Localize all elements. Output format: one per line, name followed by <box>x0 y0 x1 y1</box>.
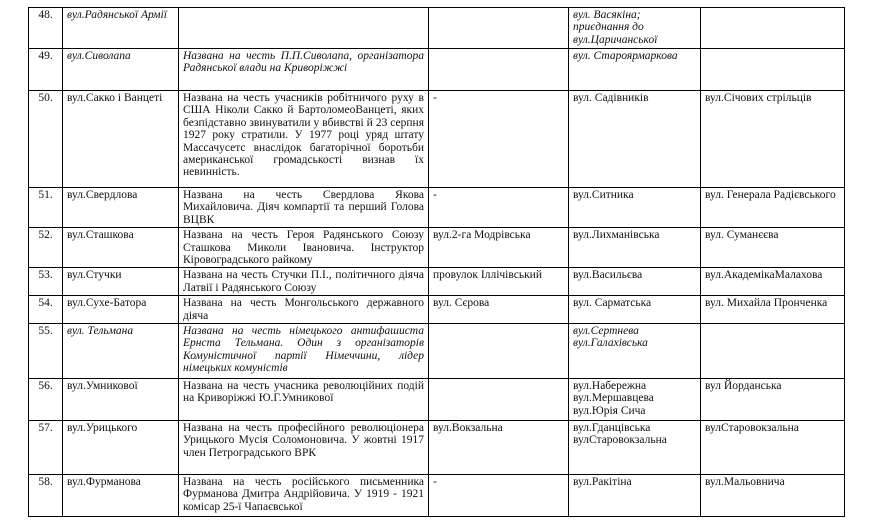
new-name-entry: вул. Сарматська <box>573 297 652 310</box>
table-row <box>29 8 845 49</box>
merged-street-entry: - <box>433 189 437 201</box>
proposed-name-cell <box>701 8 845 49</box>
table-body <box>29 8 845 517</box>
new-name-entry: вул. Староярмаркова <box>573 50 678 62</box>
naming-origin-cell: Названа на честь П.П.Сиволапа, організатора Радянської влади на Криворіжжі <box>179 49 429 91</box>
new-name-entry: вул.Лихманівська <box>573 229 660 242</box>
current-street-name-cell: вул.Сиволапа <box>63 49 179 91</box>
proposed-name-cell: вул.Січових стрільців <box>701 91 845 188</box>
new-name-cell <box>569 91 701 188</box>
row-number-cell: 55. <box>29 324 63 379</box>
proposed-name-cell: вул. Михайла Пронченка <box>701 296 845 324</box>
naming-origin-cell: Названа на честь Свердлова Якова Михайловича. Діяч компартії та перший Голова ВЦВК <box>179 188 429 228</box>
new-name-entry: вул. Васякіна; <box>573 9 641 21</box>
merged-street-entry: провулок Іллічівський <box>433 269 542 282</box>
row-number-cell: 53. <box>29 268 63 296</box>
merged-street-cell <box>429 91 569 188</box>
new-name-entry: вул.Юрія Сича <box>573 404 646 417</box>
merged-street-entry: - <box>433 476 437 489</box>
proposed-name-cell: вул Йорданська <box>701 379 845 421</box>
new-name-entry: вул.Ракітіна <box>573 476 632 489</box>
merged-street-entry: - <box>433 92 437 104</box>
new-name-cell <box>569 228 701 268</box>
merged-street-cell <box>429 49 569 91</box>
new-name-entry: вул. Садівників <box>573 92 649 104</box>
table-row <box>29 379 845 421</box>
row-number-cell: 49. <box>29 49 63 91</box>
new-name-entry: вул.Васильєва <box>573 269 643 282</box>
proposed-name-cell <box>701 324 845 379</box>
current-street-name-cell: вул.Сташкова <box>63 228 179 268</box>
current-street-name-cell: вул.Урицького <box>63 421 179 475</box>
current-street-name-cell: вул. Тельмана <box>63 324 179 379</box>
table-row <box>29 91 845 188</box>
merged-street-cell <box>429 324 569 379</box>
merged-street-cell <box>429 379 569 421</box>
current-street-name-cell: вул.Фурманова <box>63 475 179 517</box>
current-street-name-cell: вул.Радянської Армії <box>63 8 179 49</box>
table-row <box>29 296 845 324</box>
row-number-cell: 50. <box>29 91 63 188</box>
proposed-name-cell: вул. Генерала Радієвського <box>701 188 845 228</box>
table-row <box>29 421 845 475</box>
merged-street-entry: вул.Вокзальна <box>433 422 503 435</box>
current-street-name-cell: вул.Стучки <box>63 268 179 296</box>
merged-street-cell <box>429 475 569 517</box>
table-row <box>29 228 845 268</box>
naming-origin-cell: Названа на честь Монгольського державного діяча <box>179 296 429 324</box>
merged-street-cell <box>429 268 569 296</box>
naming-origin-cell: Названа на честь російського письменника Фурманова Дмитра Андрійовича. У 1919 - 1921 комісар 25-ї Чапаєвської <box>179 475 429 517</box>
new-name-cell <box>569 268 701 296</box>
new-name-cell <box>569 421 701 475</box>
naming-origin-cell: Названа на честь професійного революціонера Урицького Мусія Соломоновича. У жовтні 1917 член Петроградського ВРК <box>179 421 429 475</box>
proposed-name-cell: вулСтаровокзальна <box>701 421 845 475</box>
new-name-entry: вул.Набережна <box>573 380 647 393</box>
table-row <box>29 268 845 296</box>
new-name-entry: вул.Гданцівська <box>573 422 651 435</box>
street-renaming-table <box>28 7 845 517</box>
new-name-cell <box>569 324 701 379</box>
new-name-entry: вул.Мершавцева <box>573 392 654 405</box>
current-street-name-cell: вул.Сакко і Ванцеті <box>63 91 179 188</box>
proposed-name-cell <box>701 49 845 91</box>
merged-street-cell <box>429 296 569 324</box>
merged-street-cell <box>429 421 569 475</box>
row-number-cell: 52. <box>29 228 63 268</box>
naming-origin-cell: Названа на честь учасників робітничого руху в США Ніколи Сакко й БартоломеоВанцеті, яких безпідставно звинуватили у вбивстві й 23 серпня 1927 року стратили. У 1977 році уряд штату Массачусетс внаслідок багаторічної боротьби американської громадськості визнав їх невинність. <box>179 91 429 188</box>
row-number-cell: 58. <box>29 475 63 517</box>
naming-origin-cell <box>179 8 429 49</box>
row-number-cell: 56. <box>29 379 63 421</box>
new-name-entry: вул.Сертнева <box>573 325 639 338</box>
row-number-cell: 57. <box>29 421 63 475</box>
new-name-cell <box>569 379 701 421</box>
merged-street-entry: вул.2-га Модрівська <box>433 229 531 242</box>
proposed-name-cell: вул.Мальовнича <box>701 475 845 517</box>
new-name-cell <box>569 296 701 324</box>
merged-street-cell <box>429 8 569 49</box>
new-name-cell <box>569 49 701 91</box>
naming-origin-cell: Названа на честь учасника революційних подій на Криворіжжі Ю.Г.Умникової <box>179 379 429 421</box>
row-number-cell: 48. <box>29 8 63 49</box>
row-number-cell: 54. <box>29 296 63 324</box>
table-row <box>29 324 845 379</box>
naming-origin-cell: Названа на честь Стучки П.І., політичного діяча Латвії і Радянського Союзу <box>179 268 429 296</box>
new-name-entry: вул.Галахівська <box>573 337 648 350</box>
proposed-name-cell: вул.АкадемікаМалахова <box>701 268 845 296</box>
new-name-cell <box>569 8 701 49</box>
table-row <box>29 475 845 517</box>
merged-street-entry: вул. Сєрова <box>433 297 490 310</box>
table-row <box>29 49 845 91</box>
merged-street-cell <box>429 188 569 228</box>
merged-street-cell <box>429 228 569 268</box>
new-name-cell <box>569 188 701 228</box>
table-row <box>29 188 845 228</box>
row-number-cell: 51. <box>29 188 63 228</box>
new-name-entry: вулСтаровокзальна <box>573 434 667 447</box>
new-name-entry: приєднання до <box>573 21 644 34</box>
proposed-name-cell: вул. Суманєєва <box>701 228 845 268</box>
current-street-name-cell: вул.Умникової <box>63 379 179 421</box>
naming-origin-cell: Названа на честь німецького антифашиста Ернста Тельмана. Один з організаторів Комуністичної партії Німеччини, лідер німецьких комуністів <box>179 324 429 379</box>
new-name-cell <box>569 475 701 517</box>
new-name-entry: вул.Царичанської <box>573 33 658 46</box>
current-street-name-cell: вул.Сухе-Батора <box>63 296 179 324</box>
new-name-entry: вул.Ситника <box>573 189 634 201</box>
current-street-name-cell: вул.Свердлова <box>63 188 179 228</box>
naming-origin-cell: Названа на честь Героя Радянського Союзу Сташкова Миколи Івановича. Інструктор Кіровоградського райкому <box>179 228 429 268</box>
